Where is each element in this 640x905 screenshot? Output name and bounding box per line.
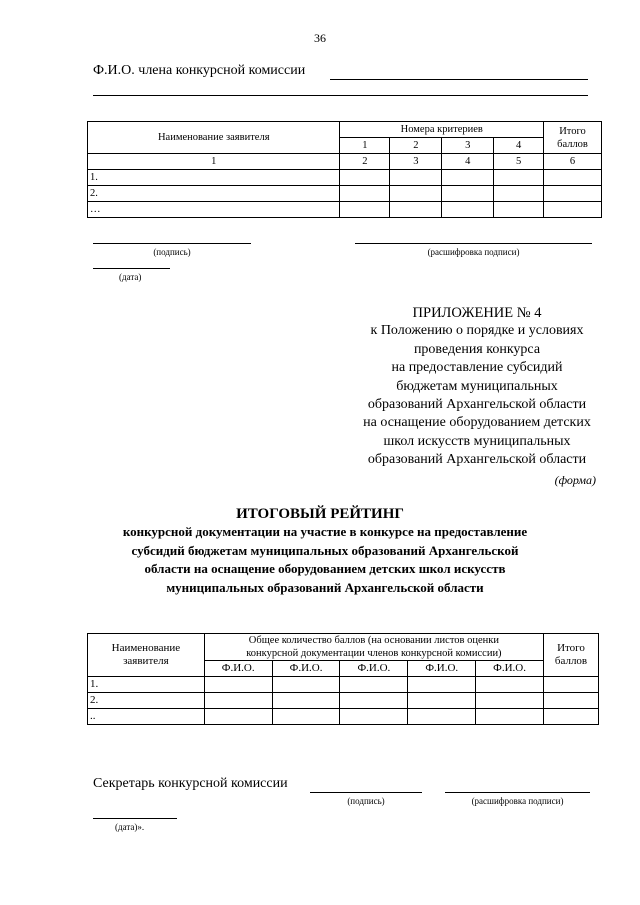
appendix-line: образований Архангельской области: [367, 452, 587, 468]
fio-column-2: Ф.И.О.: [272, 661, 340, 677]
appendix-line: бюджетам муниципальных: [396, 378, 558, 394]
appendix-block: [330, 304, 624, 470]
signature-decode-label: (расшифровка подписи): [427, 247, 520, 257]
column-number-3: 3: [390, 154, 442, 170]
final-rating-table: [87, 633, 599, 725]
criteria-score-table: [87, 121, 602, 218]
commission-member-label: Ф.И.О. члена конкурсной комиссии: [93, 63, 306, 78]
commission-member-name-line: [330, 79, 588, 80]
appendix-line: на оснащение оборудованием детских: [363, 415, 591, 431]
secretary-decode-line: [445, 792, 590, 793]
criteria-number-1: 1: [340, 138, 390, 154]
table-row: [88, 202, 602, 218]
form-label: (форма): [554, 473, 596, 487]
signature-line: [93, 243, 251, 244]
criteria-number-4: 4: [494, 138, 544, 154]
fio-column-4: Ф.И.О.: [408, 661, 476, 677]
column-number-1: 1: [88, 154, 340, 170]
header-applicant: Наименование заявителя: [88, 122, 340, 154]
fio-column-3: Ф.И.О.: [340, 661, 408, 677]
commission-member-second-line: [93, 95, 588, 96]
column-number-4: 4: [442, 154, 494, 170]
row-label: 2.: [88, 693, 205, 709]
signature-decode-line: [355, 243, 592, 244]
row-label: 1.: [88, 677, 205, 693]
table-row: [88, 693, 599, 709]
table-row: [88, 677, 599, 693]
appendix-line: на предоставление субсидий: [391, 360, 563, 376]
date-label: (дата): [119, 272, 142, 282]
rating-subtitle-line: конкурсной документации на участие в конкурсе на предоставление: [122, 524, 528, 539]
criteria-number-2: 2: [390, 138, 442, 154]
fio-column-1: Ф.И.О.: [204, 661, 272, 677]
secretary-signature-line: [310, 792, 422, 793]
header-criteria: Номера критериев: [340, 122, 544, 138]
final-date-label: (дата)».: [115, 822, 145, 832]
row-label: 2.: [88, 186, 340, 202]
row-label: ..: [88, 709, 205, 725]
fio-column-5: Ф.И.О.: [476, 661, 544, 677]
page-number: 36: [314, 31, 326, 45]
column-number-6: 6: [544, 154, 602, 170]
final-date-line: [93, 818, 177, 819]
appendix-line: к Положению о порядке и условиях: [370, 323, 584, 339]
row-label: …: [88, 202, 340, 218]
header-total: Итого баллов: [544, 122, 602, 154]
appendix-title: ПРИЛОЖЕНИЕ № 4: [412, 305, 542, 321]
signature-label: (подпись): [153, 247, 191, 257]
secretary-signature-label: (подпись): [347, 796, 385, 806]
rating-title: ИТОГОВЫЙ РЕЙТИНГ: [236, 506, 404, 522]
header-applicant: Наименование заявителя: [88, 634, 205, 677]
appendix-line: школ искусств муниципальных: [383, 433, 571, 449]
appendix-line: образований Архангельской области: [367, 397, 587, 413]
rating-subtitle-line: муниципальных образований Архангельской области: [166, 579, 484, 595]
row-label: 1.: [88, 170, 340, 186]
header-total-points: Общее количество баллов (на основании листов оценки конкурсной документации членов конкурсной комиссии): [204, 634, 543, 661]
rating-subtitle: [60, 523, 590, 597]
column-number-2: 2: [340, 154, 390, 170]
table-row: [88, 186, 602, 202]
rating-subtitle-line: субсидий бюджетам муниципальных образований Архангельской: [131, 542, 519, 558]
table-row: [88, 170, 602, 186]
header-total: Итого баллов: [544, 634, 599, 677]
criteria-number-3: 3: [442, 138, 494, 154]
rating-subtitle-line: области на оснащение оборудованием детских школ искусств: [144, 561, 506, 576]
appendix-line: проведения конкурса: [413, 341, 541, 357]
column-number-5: 5: [494, 154, 544, 170]
secretary-decode-label: (расшифровка подписи): [471, 796, 564, 806]
secretary-label: Секретарь конкурсной комиссии: [93, 776, 288, 791]
table-row: [88, 709, 599, 725]
date-line: [93, 268, 170, 269]
